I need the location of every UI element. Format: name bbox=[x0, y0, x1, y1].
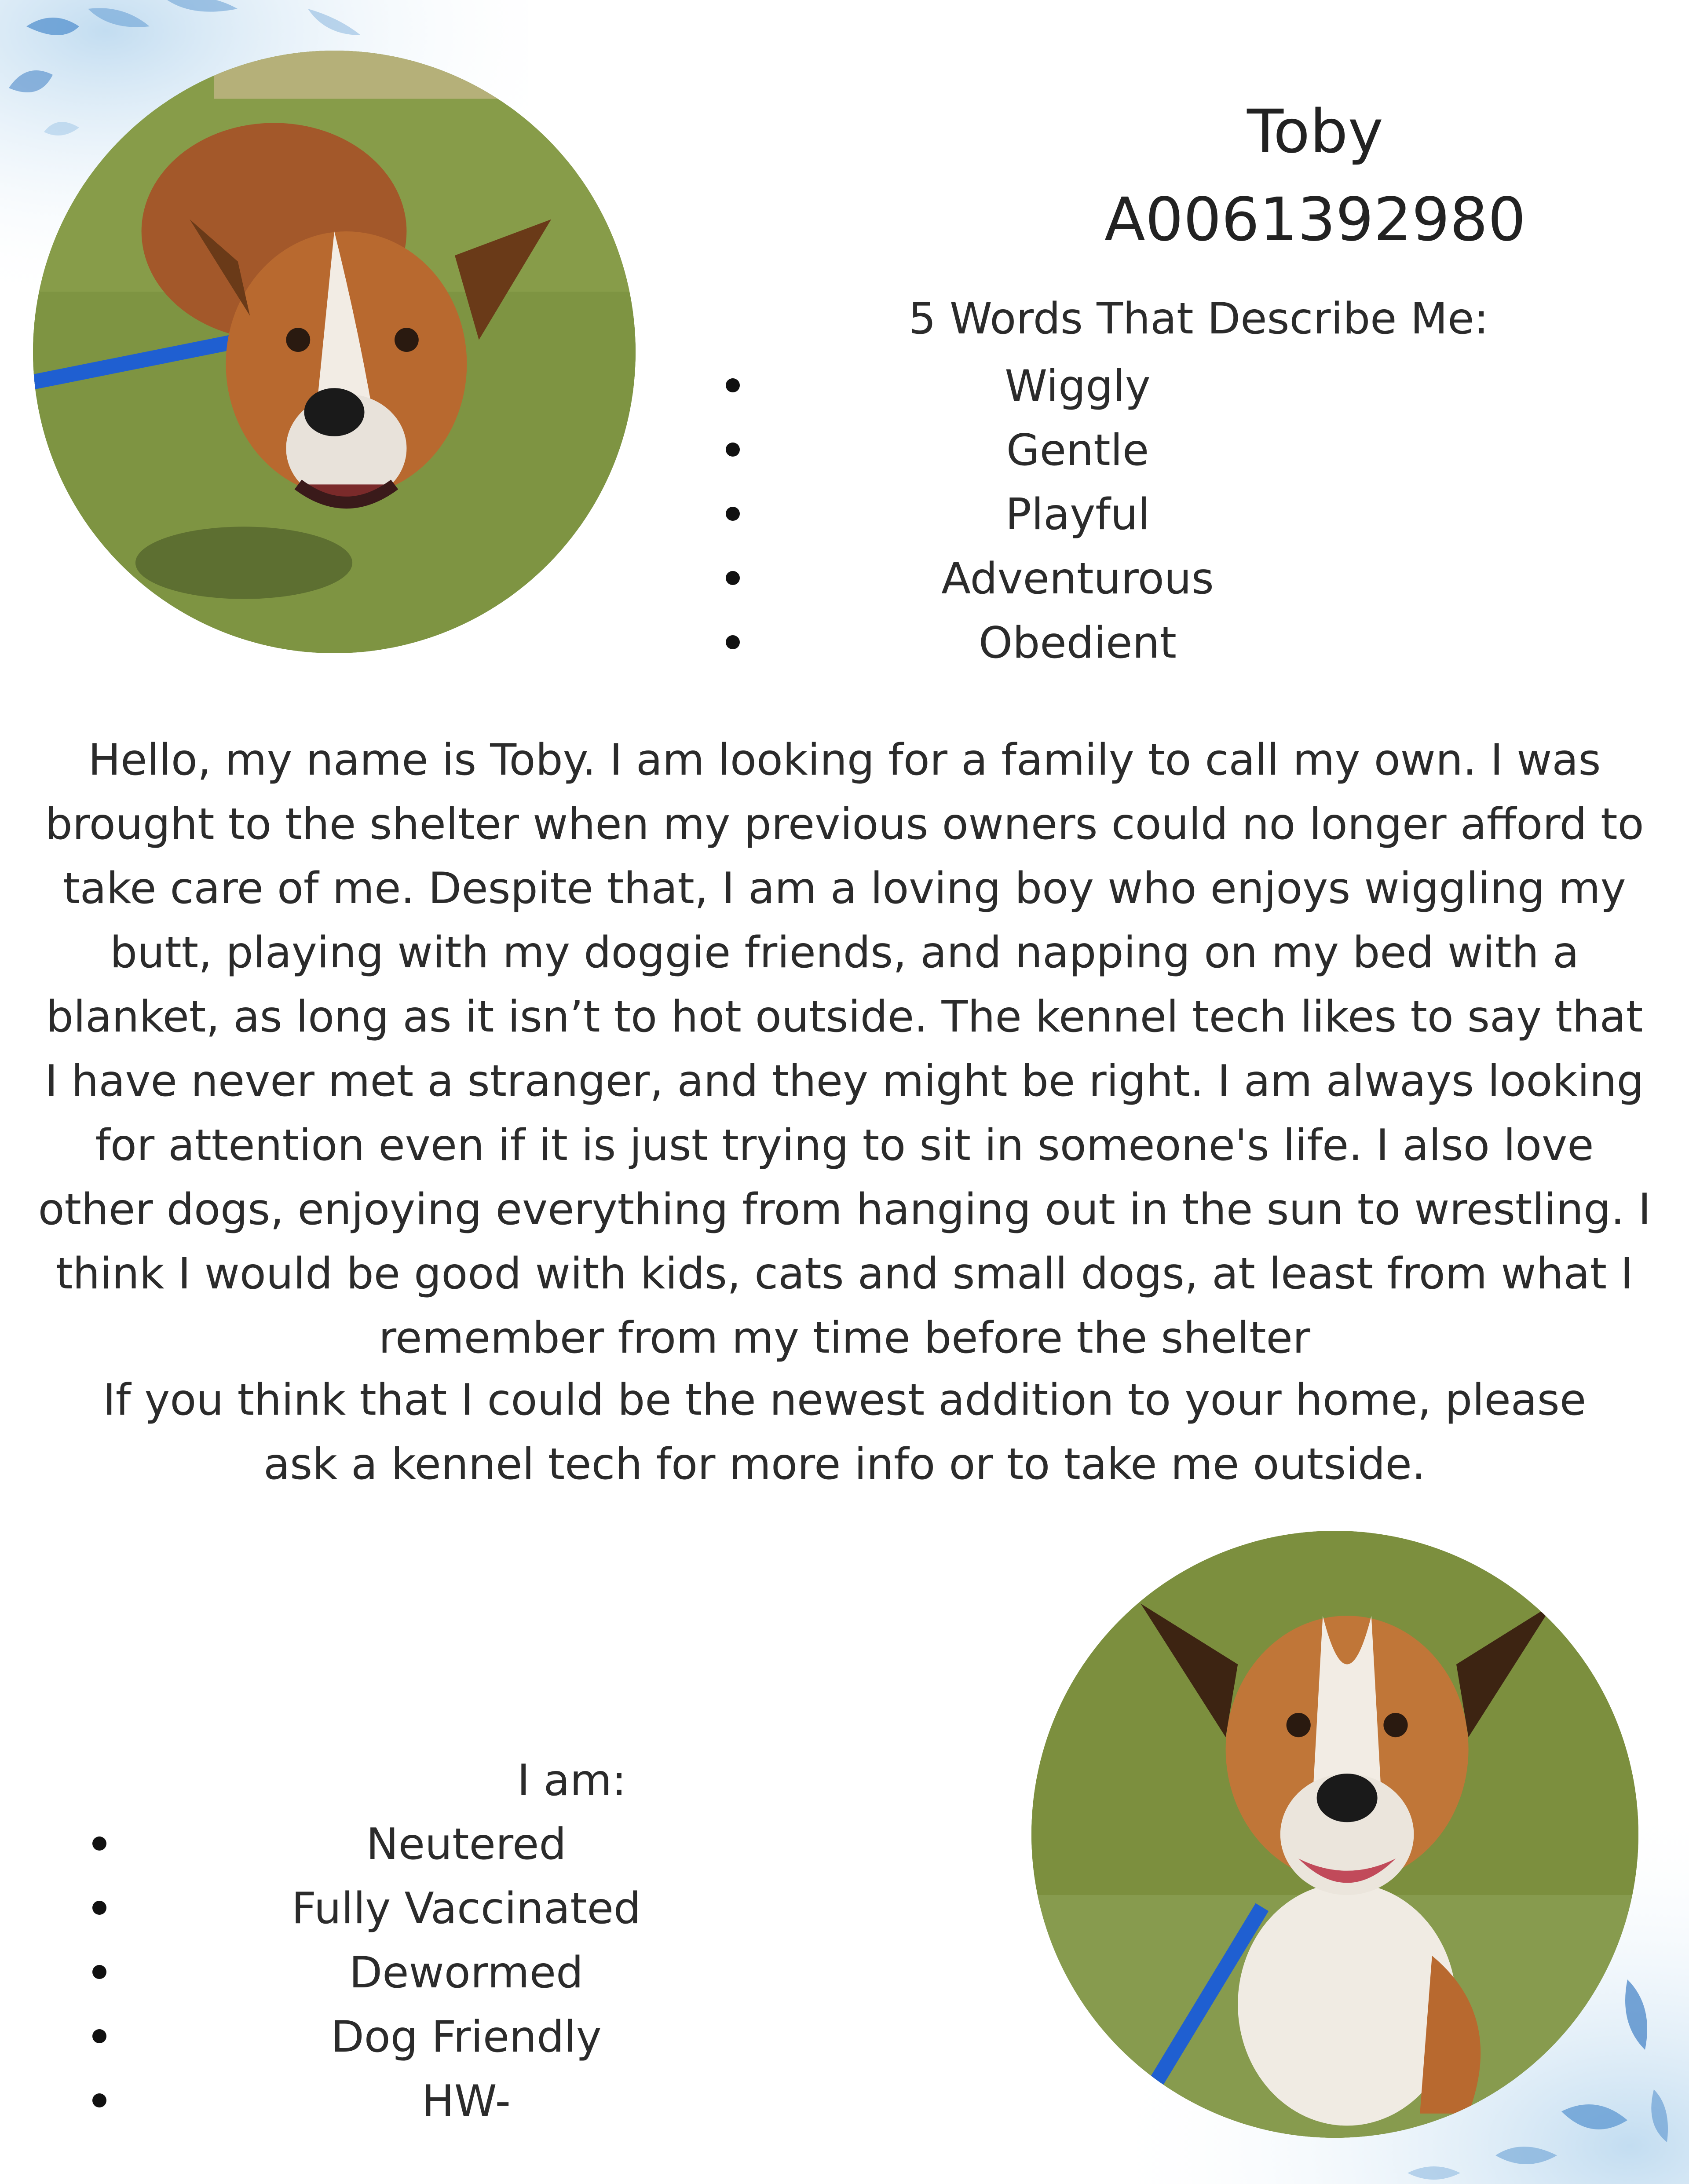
bio-paragraph: Hello, my name is Toby. I am looking for a family to call my own. I was brought to the shelter when my previous owners could no longer afford to take care of me. Despite that, I am a loving boy who enjoys wiggling my butt, playing with my doggie friends, and napping on my bed with a blanket, as long as it isn’t to hot outside. The kennel tech likes to say that I have never met a stranger, and they might be right. I am always looking for attention even if it is just trying to sit in someone's life. I also love other dogs, enjoying everything from hanging out in the sun to wrestling. I think I would be good with kids, cats and small dogs, at least from what I remember from my time before the shelter bbox=[38, 735, 1651, 1363]
status-label: Neutered bbox=[366, 1819, 567, 1869]
trait-item bbox=[704, 418, 1364, 483]
trait-label: Playful bbox=[1005, 490, 1150, 540]
status-label: HW- bbox=[422, 2076, 511, 2126]
bullet-dot-icon bbox=[726, 378, 740, 392]
bullet-dot-icon bbox=[92, 2093, 106, 2107]
bullet-dot-icon bbox=[92, 2029, 106, 2043]
traits-list bbox=[704, 354, 1364, 675]
status-item bbox=[70, 2005, 774, 2069]
trait-item bbox=[704, 611, 1364, 675]
status-list bbox=[70, 1812, 774, 2133]
status-label: Dog Friendly bbox=[331, 2012, 602, 2062]
bullet-dot-icon bbox=[726, 571, 740, 585]
trait-label: Gentle bbox=[1006, 425, 1149, 476]
status-label: Fully Vaccinated bbox=[291, 1884, 641, 1934]
trait-label: Obedient bbox=[979, 618, 1177, 668]
dog-name: Toby bbox=[1247, 97, 1383, 167]
bullet-dot-icon bbox=[92, 1901, 106, 1915]
call-to-action-paragraph: If you think that I could be the newest addition to your home, please ask a kennel tech for more info or to take me outside. bbox=[102, 1375, 1587, 1489]
dog-photo-top bbox=[33, 51, 636, 653]
status-item bbox=[70, 2069, 774, 2133]
animal-id: A0061392980 bbox=[1104, 185, 1526, 255]
bullet-dot-icon bbox=[726, 635, 740, 649]
traits-heading: 5 Words That Describe Me: bbox=[908, 294, 1489, 344]
trait-item bbox=[704, 354, 1364, 418]
bullet-dot-icon bbox=[92, 1836, 106, 1851]
dog-photo-bottom bbox=[1031, 1531, 1638, 2138]
status-heading: I am: bbox=[517, 1756, 627, 1806]
status-item bbox=[70, 1877, 774, 1941]
bullet-dot-icon bbox=[726, 507, 740, 521]
status-label: Dewormed bbox=[349, 1948, 584, 1998]
trait-item bbox=[704, 547, 1364, 611]
trait-label: Adventurous bbox=[941, 554, 1214, 604]
trait-item bbox=[704, 483, 1364, 547]
trait-label: Wiggly bbox=[1005, 361, 1151, 411]
status-item bbox=[70, 1941, 774, 2005]
bullet-dot-icon bbox=[726, 443, 740, 457]
bullet-dot-icon bbox=[92, 1965, 106, 1979]
status-item bbox=[70, 1812, 774, 1877]
